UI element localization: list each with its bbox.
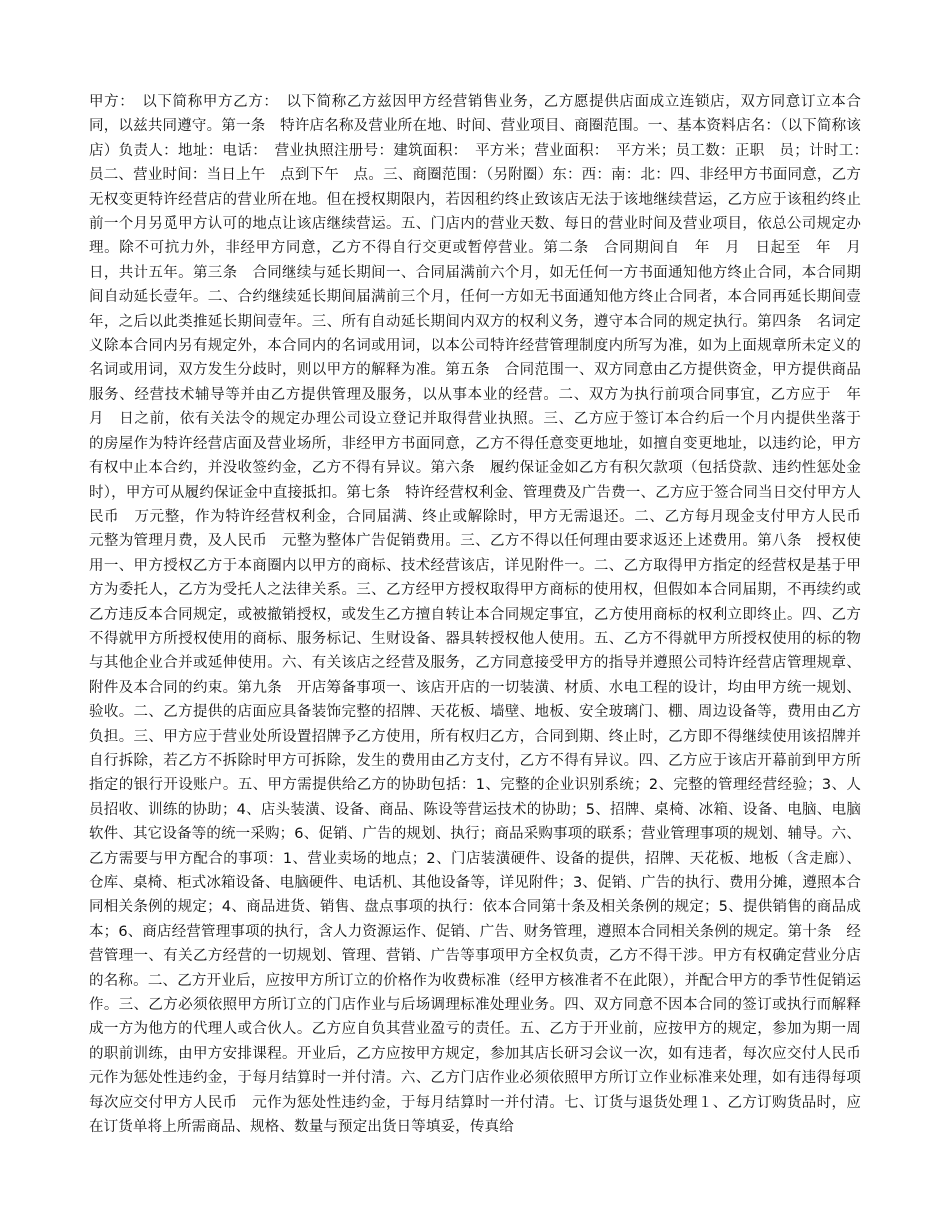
- contract-page: [89, 90, 876, 1139]
- contract-body-text: 甲方： 以下简称甲方乙方： 以下简称乙方兹因甲方经营销售业务，乙方愿提供店面成立连锁店，双方同意订立本合同，以兹共同遵守。第一条 特许店名称及营业所在地、时间、营业项目、商圈范围。一、基本资料店名：（以下简称该店）负责人：地址：电话： 营业执照注册号：建筑面积： 平方米；营业面积： 平方米；员工数：正职 员；计时工： 员二、营业时间：当日上午 点到下午 点。三、商圈范围：（另附圈）东：西：南：北：四、非经甲方书面同意，乙方无权变更特许经营店的营业所在地。但在授权期限内，若因租约终止致该店无法于该地继续营运，乙方应于该租约终止前一个月另觅甲方认可的地点让该店继续营运。五、门店内的营业天数、每日的营业时间及营业项目，依总公司规定办理。除不可抗力外，非经甲方同意，乙方不得自行交更或暂停营业。第二条 合同期间自 年 月 日起至 年 月 日，共计五年。第三条 合同继续与延长期间一、合同届满前六个月，如无任何一方书面通知他方终止合同，本合同期间自动延长壹年。二、合约继续延长期间届满前三个月，任何一方如无书面通知他方终止合同者，本合同再延长期间壹年，之后以此类推延长期间壹年。三、所有自动延长期间内双方的权利义务，遵守本合同的规定执行。第四条 名词定义除本合同内另有规定外，本合同内的名词或用词，以本公司特许经营管理制度内所写为准，如为上面规章所未定义的名词或用词，双方发生分歧时，则以甲方的解释为准。第五条 合同范围一、双方同意由乙方提供资金，甲方提供商品服务、经营技术辅导等并由乙方提供管理及服务，以从事本业的经营。二、双方为执行前项合同事宜，乙方应于 年 月 日之前，依有关法令的规定办理公司设立登记并取得营业执照。三、乙方应于签订本合约后一个月内提供坐落于 的房屋作为特许经营店面及营业场所，非经甲方书面同意，乙方不得任意变更地址，如擅自变更地址，以违约论，甲方有权中止本合约，并没收签约金，乙方不得有异议。第六条 履约保证金如乙方有积欠款项（包括贷款、违约性惩处金时），甲方可从履约保证金中直接抵扣。第七条 特许经营权利金、管理费及广告费一、乙方应于签合同当日交付甲方人民币 万元整，作为特许经营权利金，合同届满、终止或解除时，甲方无需退还。二、乙方每月现金支付甲方人民币 元整为管理月费，及人民币 元整为整体广告促销费用。三、乙方不得以任何理由要求返还上述费用。第八条 授权使用一、甲方授权乙方于本商圈内以甲方的商标、技术经营该店，详见附件一。二、乙方取得甲方指定的经营权是基于甲方为委托人，乙方为受托人之法律关系。三、乙方经甲方授权取得甲方商标的使用权，但假如本合同届期，不再续约或乙方违反本合同规定，或被撤销授权，或发生乙方擅自转让本合同规定事宜，乙方使用商标的权利立即终止。四、乙方不得就甲方所授权使用的商标、服务标记、生财设备、器具转授权他人使用。五、乙方不得就甲方所授权使用的标的物与其他企业合并或延伸使用。六、有关该店之经营及服务，乙方同意接受甲方的指导并遵照公司特许经营店管理规章、附件及本合同的约束。第九条 开店筹备事项一、该店开店的一切装潢、材质、水电工程的设计，均由甲方统一规划、验收。二、乙方提供的店面应具备装饰完整的招牌、天花板、墙壁、地板、安全玻璃门、棚、周边设备等，费用由乙方负担。三、甲方应于营业处所设置招牌予乙方使用，所有权归乙方，合同到期、终止时，乙方即不得继续使用该招牌并自行拆除，若乙方不拆除时甲方可拆除，发生的费用由乙方支付，乙方不得有异议。四、乙方应于该店开幕前到甲方所指定的银行开设账户。五、甲方需提供给乙方的协助包括：1、完整的企业识别系统；2、完整的管理经营经验；3、人员招收、训练的协助；4、店头装潢、设备、商品、陈设等营运技术的协助；5、招牌、桌椅、冰箱、设备、电脑、电脑软件、其它设备等的统一采购；6、促销、广告的规划、执行；商品采购事项的联系；营业管理事项的规划、辅导。六、乙方需要与甲方配合的事项：1、营业卖场的地点；2、门店装潢硬件、设备的提供，招牌、天花板、地板（含走廊）、仓库、桌椅、柜式冰箱设备、电脑硬件、电话机、其他设备等，详见附件；3、促销、广告的执行、费用分摊，遵照本合同相关条例的规定；4、商品进货、销售、盘点事项的执行：依本合同第十条及相关条例的规定；5、提供销售的商品成本；6、商店经营管理事项的执行，含人力资源运作、促销、广告、财务管理，遵照本合同相关条例的规定。第十条 经营管理一、有关乙方经营的一切规划、管理、营销、广告等事项甲方全权负责，乙方不得干涉。甲方有权确定营业分店的名称。二、乙方开业后，应按甲方所订立的价格作为收费标准（经甲方核准者不在此限），并配合甲方的季节性促销运作。三、乙方必须依照甲方所订立的门店作业与后场调理标准处理业务。四、双方同意不因本合同的签订或执行而解释成一方为他方的代理人或合伙人。乙方应自负其营业盈亏的责任。五、乙方于开业前，应按甲方的规定，参加为期一周的职前训练，由甲方安排课程。开业后，乙方应按甲方规定，参加其店长研习会议一次，如有违者，每次应交付人民币 元作为惩处性违约金，于每月结算时一并付清。六、乙方门店作业必须依照甲方所订立作业标准来处理，如有违得每项每次应交付甲方人民币 元作为惩处性违约金，于每月结算时一并付清。七、订货与退货处理１、乙方订购货品时，应在订货单将上所需商品、规格、数量与预定出货日等填妥，传真给: [89, 94, 876, 1136]
